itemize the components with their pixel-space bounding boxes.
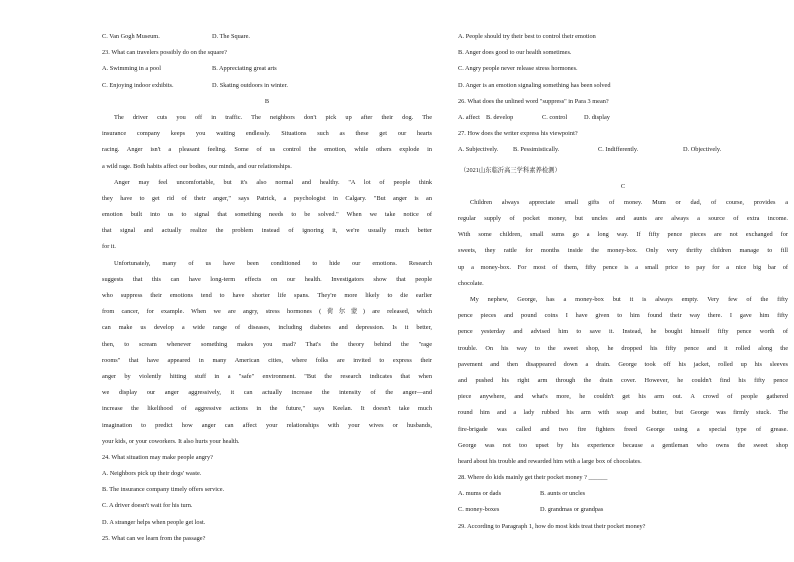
option: A. People should try their best to control their emotion (458, 33, 596, 40)
passage-line: we display our anger aggressively, it can actually increase the intensity of the anger—and (102, 389, 432, 397)
q27-options (458, 142, 788, 158)
passage-line: trouble. On his way to the sweet shop, he dropped his fifty pence and it rolled along the (458, 344, 788, 352)
passage-line: round him and a lady rubbed his arm with soap and butter, but George was firmly stuck. The (458, 409, 788, 417)
option: C. A driver doesn't wait for his turn. (102, 502, 193, 510)
passage-line: insurance company keeps you waiting endlessly. Situations such as these get our hearts (102, 130, 432, 138)
passage-line: Unfortunately, many of us have been conditioned to hide our emotions. Research (114, 259, 432, 267)
passage-line: Children always appreciate small gifts of money. Mum or dad, of course, provides a (470, 198, 788, 206)
source-header: （2021山东临沂高三学科素养检测） (460, 166, 561, 174)
passage-line: a wild rage. Both habits affect our bodies, our minds, and our relationships. (102, 162, 292, 170)
option: D. A stranger helps when people get lost. (102, 518, 206, 526)
option: D. display (584, 113, 610, 121)
q22-options (102, 29, 432, 45)
passage-line: chocolate. (458, 279, 484, 287)
passage-line: and pushed his right arm through the drain cover. However, he couldn't find his fifty pence (458, 376, 788, 384)
option: B. Appreciating great arts (212, 65, 277, 73)
passage-c-label: C (620, 182, 626, 190)
option: C. Enjoying indoor exhibits. (102, 81, 174, 89)
passage-line: heard about his trouble and rewarded him with a large box of chocolates. (458, 457, 642, 465)
q29-question: 29. According to Paragraph 1, how do most kids treat their pocket money? (458, 522, 646, 530)
passage-line: pence yesterday and advised him to save it. Instead, he bought himself fifty pence worth of (458, 328, 788, 336)
passage-line: piece anywhere, and what's more, he couldn't get his arm out. A crowd of people gathered (458, 393, 788, 401)
option: C. Angry people never release stress hormones. (458, 65, 578, 73)
q28-question: 28. Where do kids mainly get their pocket money ? ______ (458, 474, 608, 482)
passage-line: With some children, small sums go a long way. If fifty pence pieces are not exchanged for (458, 231, 788, 239)
option: C. control (542, 113, 568, 121)
passage-line: up a money-box. For most of them, fifty pence is a small price to pay for a nice big bar of (458, 263, 788, 271)
option: B. The insurance company timely offers service. (102, 486, 225, 494)
passage-line: for it. (102, 243, 116, 251)
q25-question: 25. What can we learn from the passage? (102, 534, 206, 542)
option: C. money-boxes (458, 506, 500, 514)
passage-line: racing. Anger isn't a pleasant feeling. Some of us control the emotion, while others explode in (102, 146, 432, 154)
right-column (458, 29, 788, 535)
option: D. Anger is an emotion signaling something has been solved (458, 81, 611, 89)
passage-line: pence pieces and pound coins I have given to him found their way there. I gave him fifty (458, 312, 788, 320)
q28-options-row (458, 502, 788, 518)
passage-line: Anger may feel uncomfortable, but it's also normal and healthy. "A lot of people think (114, 178, 432, 186)
passage-line: emotion built into us to signal that something needs to be solved." When we take notice of (102, 211, 432, 219)
passage-c (458, 195, 788, 470)
q23-question: 23. What can travelers possibly do on the square? (102, 49, 227, 57)
q28-options-row (458, 486, 788, 502)
option: A. Neighbors pick up their dogs' waste. (102, 470, 202, 478)
left-column (102, 29, 432, 547)
option: B. aunts or uncles (540, 490, 586, 498)
passage-line: suggests that this can have long-term effects on our health. Investigators show that people (102, 275, 432, 283)
passage-line: pavement and then disappeared down a drain. George took off his jacket, rolled up his sleeves (458, 360, 788, 368)
option: A. Swimming in a pool (102, 65, 161, 73)
passage-line: My nephew, George, has a money-box but it is always empty. Very few of the fifty (470, 296, 788, 303)
option: A. affect (458, 113, 480, 121)
option: B. Anger does good to our health sometimes. (458, 49, 572, 57)
option: B. develop (486, 113, 514, 121)
q26-options (458, 110, 788, 126)
passage-line: rooms" that have appeared in many American cities, where folks are invited to express their (102, 356, 432, 364)
passage-b (102, 110, 432, 450)
passage-line: increase the likelihood of aggressive actions in the future," says Keelan. It doesn't take much (102, 405, 432, 413)
option: D. grandmas or grandpas (540, 506, 604, 514)
option: D. The Square. (212, 33, 251, 40)
passage-line: anger by violently hitting stuff in a "safe" environment. "But the research indicates that when (102, 372, 432, 380)
passage-b-label: B (264, 97, 270, 105)
passage-line: from cancer, for example. When we are angry, stress hormones (荷尔蒙) are released, which (102, 308, 432, 316)
passage-line: your kids, or your coworkers. It also hurts your health. (102, 437, 240, 445)
passage-line: The driver cuts you off in traffic. The neighbors don't pick up after their dog. The (114, 113, 432, 121)
option: D. Skating outdoors in winter. (212, 81, 288, 89)
q26-question: 26. What does the unlined word "suppress" in Para 3 mean? (458, 97, 609, 105)
passage-line: regular supply of pocket money, but uncles and aunts are always a source of extra income. (458, 215, 788, 223)
q24-question: 24. What situation may make people angry? (102, 453, 213, 461)
passage-line: they have to get rid of their anger," says Patrick, a psychologist in Calgary. "But anger is an (102, 194, 432, 202)
passage-line: George was not too upset by his experience because a gentleman who owns the sweet shop (458, 441, 788, 449)
option: B. Pessimistically. (513, 146, 560, 154)
q23-options-row (102, 78, 432, 94)
option: C. Indifferently. (598, 146, 639, 154)
option: C. Van Gogh Museum. (102, 33, 160, 40)
passage-line: fire-brigade was called and two fire fighters freed George using a special type of grease. (458, 425, 788, 433)
option: A. Subjectively. (458, 146, 499, 154)
option: D. Objectively. (683, 146, 722, 154)
passage-line: who suppress their emotions tend to have shorter life spans. They're more likely to die earlier (102, 292, 432, 299)
passage-line: then, to scream whenever something makes you mad? That's the theory behind the "rage (102, 340, 432, 348)
q23-options-row (102, 61, 432, 77)
passage-line: sweets, they rattle for months inside the money-box. Only very thrifty children manage to fill (458, 247, 788, 255)
q27-question: 27. How does the writer express his viewpoint? (458, 130, 578, 138)
passage-line: can make us develop a wide range of diseases, including diabetes and depression. Is it better, (102, 324, 432, 332)
passage-line: imagination to predict how anger can affect your relationships with your wives or husbands, (102, 421, 432, 429)
passage-line: that signal and actually realize the problem instead of ignoring it, we're usually much better (102, 227, 432, 235)
option: A. mums or dads (458, 490, 502, 498)
